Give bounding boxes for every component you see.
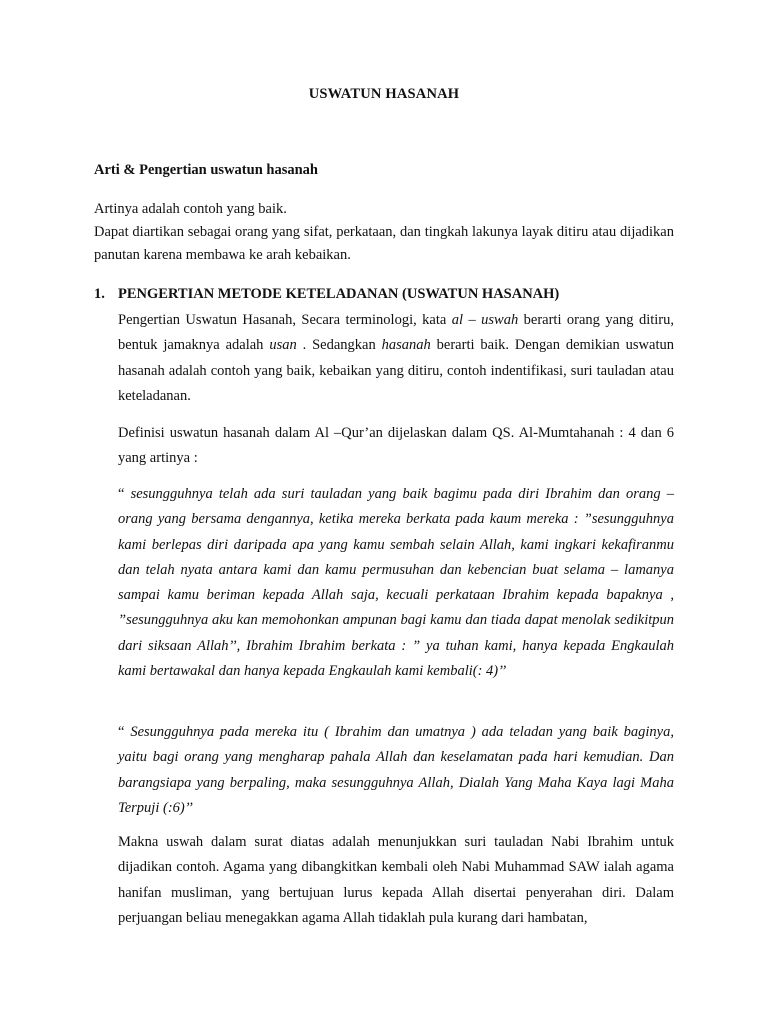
- document-title: USWATUN HASANAH: [308, 86, 460, 102]
- term-hasanah: hasanah: [381, 337, 431, 354]
- text-run: . Sedangkan: [296, 337, 382, 354]
- text-run: berarti baik. Dengan demikian uswatun hasanah adalah contoh yang baik, kebaikan yang ditiru, contoh indentifikasi, suri tauladan atau keteladanan.: [118, 337, 674, 404]
- text-run: berarti orang yang ditiru, bentuk jamaknya adalah: [118, 312, 674, 354]
- quote-text: Sesungguhnya pada mereka itu ( Ibrahim dan umatnya ) ada teladan yang baik baginya, yaitu bagi orang yang mengharap pahala Allah dan keselamatan pada hari kemudian. Dan barangsiapa yang berpaling, maka sesungguhnya Allah, Dialah Yang Maha Kaya lagi Maha Terpuji (:6)’’: [118, 724, 674, 816]
- term-al-uswah: al – uswah: [451, 312, 519, 328]
- term-usan: usan: [269, 337, 297, 354]
- definition-paragraph: [118, 308, 674, 409]
- quran-definition-paragraph: Definisi uswatun hasanah dalam Al –Qur’an dijelaskan dalam QS. Al-Mumtahanah : 4 dan 6 yang artinya :: [118, 425, 674, 467]
- quote-al-mumtahanah-6: [118, 720, 674, 821]
- quote-open-mark: “: [118, 486, 131, 502]
- section-number: 1.: [94, 286, 105, 302]
- meaning-paragraph: Makna uswah dalam surat diatas adalah menunjukkan suri tauladan Nabi Ibrahim untuk dijadikan contoh. Agama yang dibangkitkan kembali oleh Nabi Muhammad SAW ialah agama hanifan musliman, yang bertujuan lurus kepada Allah disertai penyerahan diri. Dalam perjuangan beliau menegakkan agama Allah tidaklah pula kurang dari hambatan,: [118, 834, 674, 926]
- intro-line-1: Artinya adalah contoh yang baik.: [94, 201, 287, 217]
- quote-al-mumtahanah-4: [118, 482, 674, 684]
- section-title: PENGERTIAN METODE KETELADANAN (USWATUN HASANAH): [118, 286, 560, 302]
- section-heading: Arti & Pengertian uswatun hasanah: [94, 162, 318, 178]
- text-run: Pengertian Uswatun Hasanah, Secara terminologi, kata: [118, 312, 452, 328]
- quote-open-mark: “: [118, 724, 131, 740]
- intro-line-2: Dapat diartikan sebagai orang yang sifat, perkataan, dan tingkah lakunya layak ditiru atau dijadikan panutan karena membawa ke arah kebaikan.: [94, 224, 674, 263]
- quote-text: sesungguhnya telah ada suri tauladan yang baik bagimu pada diri Ibrahim dan orang – orang yang bersama dengannya, ketika mereka berkata pada kaum mereka : ”sesungguhnya kami berlepas diri daripada apa yang kamu sembah selain Allah, kami ingkari kekafiranmu dan telah nyata antara kami dan kamu permusuhan dan kebencian buat selama – lamanya sampai kamu beriman kepada Allah saja, kecuali perkataan Ibrahim kepada bapaknya , ”sesungguhnya aku kan memohonkan ampunan bagi kamu dan tiada dapat menolak sedikitpun dari siksaan Allah’’, Ibrahim Ibrahim berkata : ” ya tuhan kami, hanya kepada Engkaulah kami bertawakal dan hanya kepada Engkaulah kami kembali(: 4)’’: [118, 486, 674, 680]
